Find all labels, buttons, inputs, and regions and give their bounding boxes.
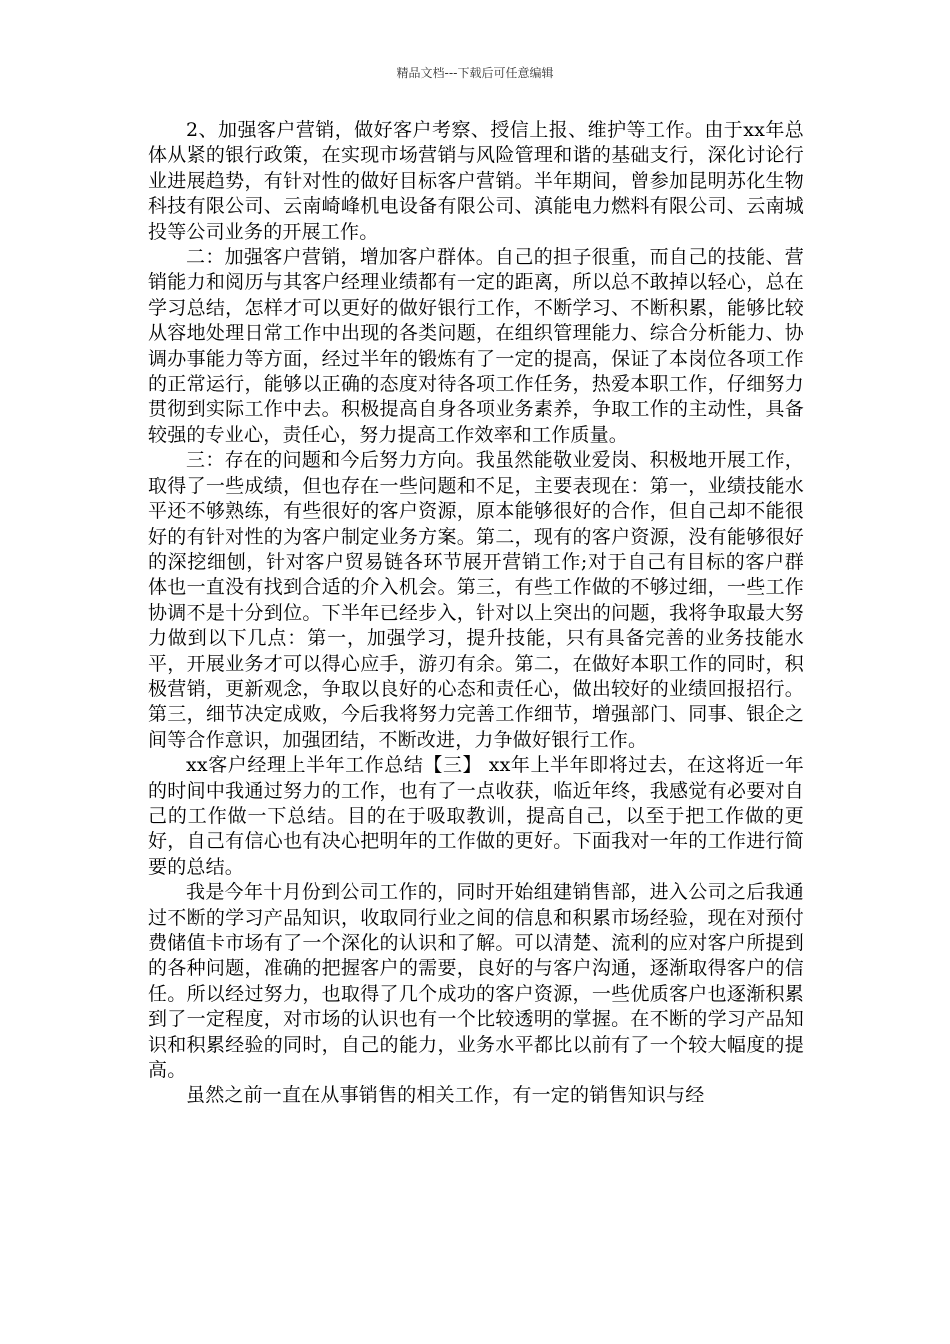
paragraph: xx客户经理上半年工作总结【三】 xx年上半年即将过去，在这将近一年的时间中我通过努力的工作，也有了一点收获，临近年终，我感觉有必要对自己的工作做一下总结。目的在于吸取教训，提高自己，以至于把工作做的更好，自己有信心也有决心把明年的工作做的更好。下面我对一年的工作进行简要的总结。 — [148, 754, 804, 878]
paragraph: 我是今年十月份到公司工作的，同时开始组建销售部，进入公司之后我通过不断的学习产品知识，收取同行业之间的信息和积累市场经验，现在对预付费储值卡市场有了一个深化的认识和了解。可以清楚、流利的应对客户所提到的各种问题，准确的把握客户的需要，良好的与客户沟通，逐渐取得客户的信任。所以经过努力，也取得了几个成功的客户资源，一些优质客户也逐渐积累到了一定程度，对市场的认识也有一个比较透明的掌握。在不断的学习产品知识和积累经验的同时，自己的能力，业务水平都比以前有了一个较大幅度的提高。 — [148, 881, 804, 1082]
paragraph: 二：加强客户营销，增加客户群体。自己的担子很重，而自己的技能、营销能力和阅历与其客户经理业绩都有一定的距离，所以总不敢掉以轻心，总在学习总结，怎样才可以更好的做好银行工作，不断学习、不断积累，能够比较从容地处理日常工作中出现的各类问题，在组织管理能力、综合分析能力、协调办事能力等方面，经过半年的锻炼有了一定的提高，保证了本岗位各项工作的正常运行，能够以正确的态度对待各项工作任务，热爱本职工作，仔细努力贯彻到实际工作中去。积极提高自身各项业务素养，争取工作的主动性，具备较强的专业心，责任心，努力提高工作效率和工作质量。 — [148, 246, 804, 446]
paragraph: 三：存在的问题和今后努力方向。我虽然能敬业爱岗、积极地开展工作，取得了一些成绩，但也存在一些问题和不足，主要表现在：第一，业绩技能水平还不够熟练，有些很好的客户资源，原本能够很好的合作，但自己却不能很好的有针对性的为客户制定业务方案。第二，现有的客户资源，没有能够很好的深挖细刨，针对客户贸易链各环节展开营销工作;对于自己有目标的客户群体也一直没有找到合适的介入机会。第三，有些工作做的不够过细，一些工作协调不是十分到位。下半年已经步入，针对以上突出的问题，我将争取最大努力做到以下几点：第一，加强学习，提升技能，只有具备完善的业务技能水平，开展业务才可以得心应手，游刃有余。第二，在做好本职工作的同时，积极营销，更新观念，争取以良好的心态和责任心，做出较好的业绩回报招行。第三，细节决定成败，今后我将努力完善工作细节，增强部门、同事、银企之间等合作意识，加强团结，不断改进，力争做好银行工作。 — [148, 449, 804, 751]
document-body — [148, 118, 804, 1109]
page-header-note: 精品文档---下载后可任意编辑 — [396, 66, 554, 80]
paragraph: 虽然之前一直在从事销售的相关工作，有一定的销售知识与经 — [186, 1084, 705, 1107]
paragraph: 2、加强客户营销，做好客户考察、授信上报、维护等工作。由于xx年总体从紧的银行政策，在实现市场营销与风险管理和谐的基础支行，深化讨论行业进展趋势，有针对性的做好目标客户营销。半年期间，曾参加昆明苏化生物科技有限公司、云南崎峰机电设备有限公司、滇能电力燃料有限公司、云南城投等公司业务的开展工作。 — [148, 119, 804, 243]
